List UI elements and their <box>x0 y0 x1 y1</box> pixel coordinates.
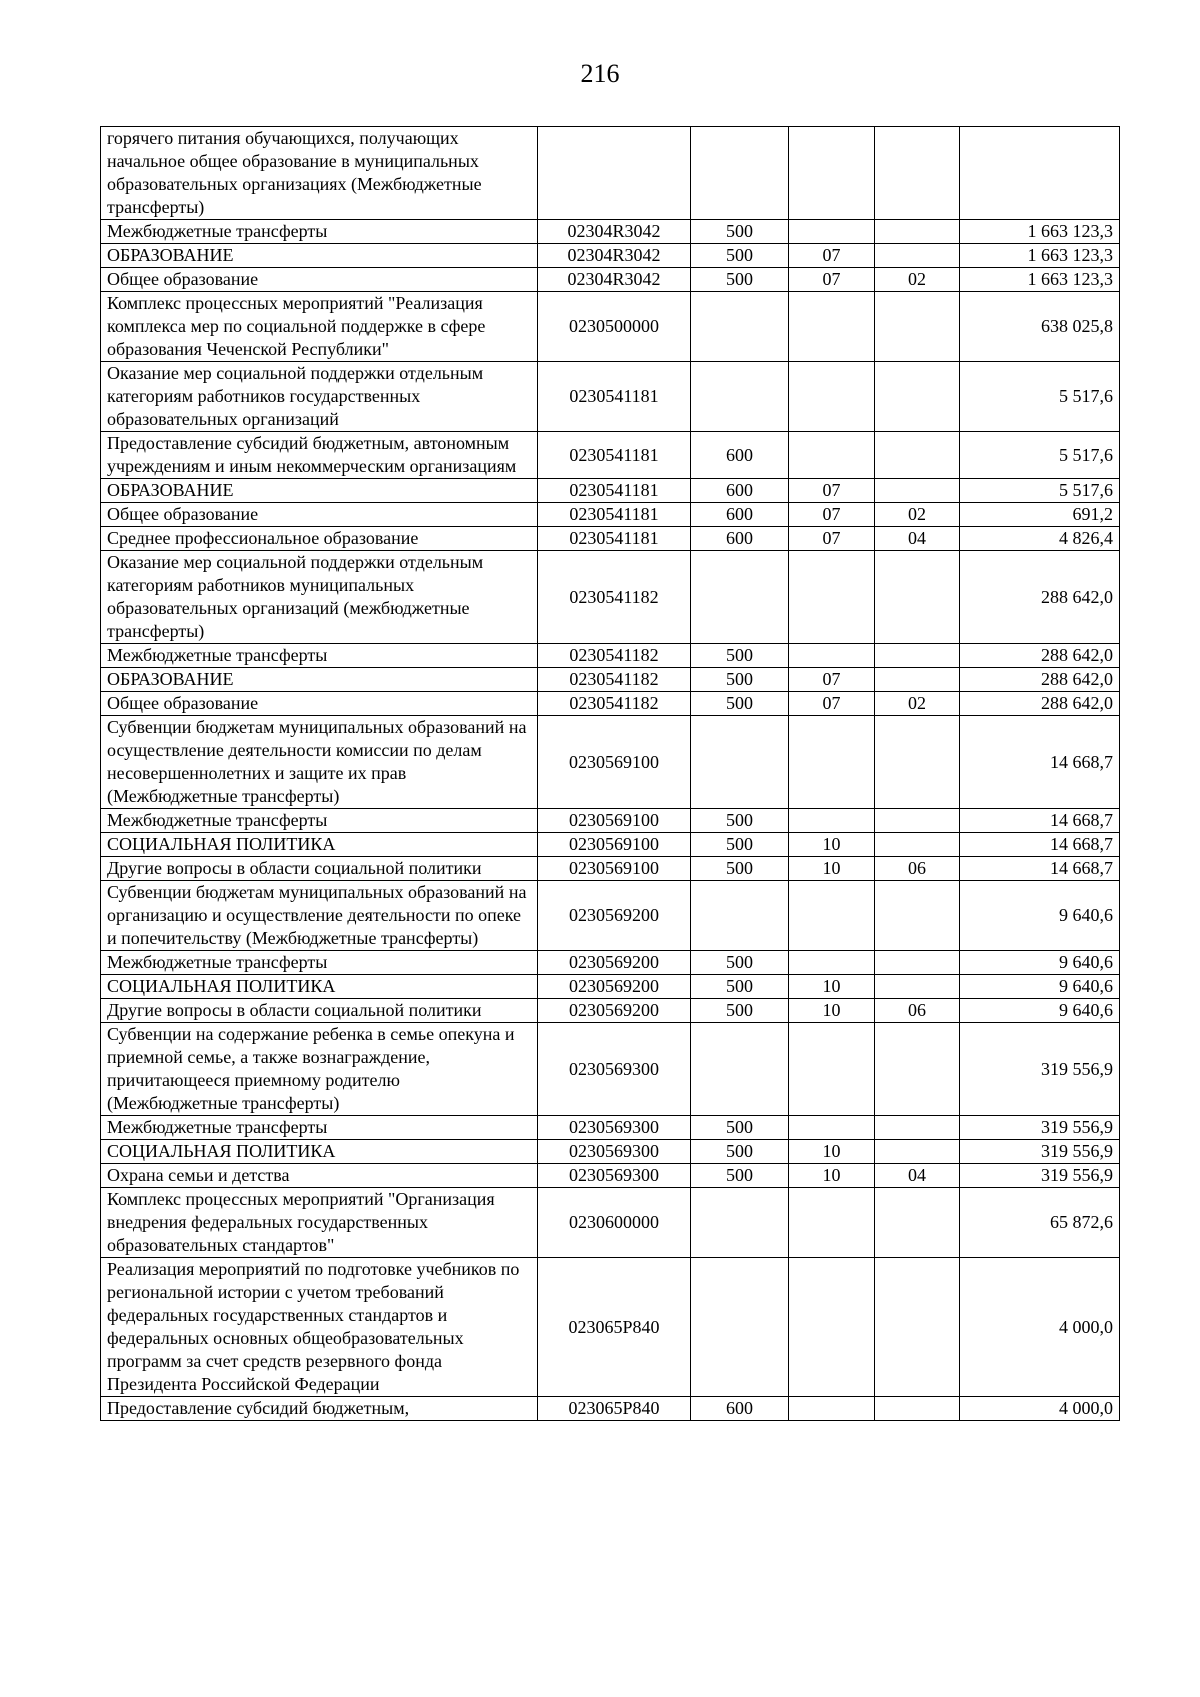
amount-cell: 288 642,0 <box>960 644 1120 668</box>
subsection-cell <box>875 1023 960 1116</box>
expense-type-cell: 500 <box>691 268 789 292</box>
target-article-cell: 0230569200 <box>538 999 691 1023</box>
amount-cell: 288 642,0 <box>960 692 1120 716</box>
expense-type-cell <box>691 292 789 362</box>
expense-type-cell: 500 <box>691 857 789 881</box>
subsection-cell: 02 <box>875 268 960 292</box>
subsection-cell: 02 <box>875 692 960 716</box>
row-name-cell: СОЦИАЛЬНАЯ ПОЛИТИКА <box>101 833 538 857</box>
expense-type-cell: 500 <box>691 975 789 999</box>
table-row <box>101 692 1120 716</box>
table-row <box>101 1188 1120 1258</box>
section-cell: 10 <box>789 1140 875 1164</box>
page-number: 216 <box>580 59 620 88</box>
amount-cell: 5 517,6 <box>960 479 1120 503</box>
table-row <box>101 881 1120 951</box>
subsection-cell <box>875 668 960 692</box>
subsection-cell: 04 <box>875 527 960 551</box>
section-cell: 07 <box>789 479 875 503</box>
table-row <box>101 999 1120 1023</box>
row-name-cell: Субвенции на содержание ребенка в семье опекуна и приемной семье, а также вознаграждение, причитающееся приемному родителю (Межбюджетные трансферты) <box>101 1023 538 1116</box>
subsection-cell <box>875 951 960 975</box>
expense-type-cell: 600 <box>691 527 789 551</box>
expense-type-cell <box>691 1023 789 1116</box>
row-name-cell: Охрана семьи и детства <box>101 1164 538 1188</box>
expense-type-cell <box>691 1188 789 1258</box>
row-name-cell: Оказание мер социальной поддержки отдельным категориям работников государственных образовательных организаций <box>101 362 538 432</box>
table-row <box>101 833 1120 857</box>
subsection-cell: 06 <box>875 999 960 1023</box>
subsection-cell: 04 <box>875 1164 960 1188</box>
subsection-cell <box>875 833 960 857</box>
expense-type-cell <box>691 362 789 432</box>
row-name-cell: Оказание мер социальной поддержки отдельным категориям работников муниципальных образовательных организаций (межбюджетные трансферты) <box>101 551 538 644</box>
amount-cell: 5 517,6 <box>960 362 1120 432</box>
row-name-cell: ОБРАЗОВАНИЕ <box>101 668 538 692</box>
table-row <box>101 268 1120 292</box>
subsection-cell <box>875 1258 960 1397</box>
expense-type-cell: 600 <box>691 1397 789 1421</box>
target-article-cell: 0230541181 <box>538 432 691 479</box>
subsection-cell <box>875 1397 960 1421</box>
amount-cell: 1 663 123,3 <box>960 220 1120 244</box>
subsection-cell <box>875 551 960 644</box>
target-article-cell <box>538 127 691 220</box>
row-name-cell: Межбюджетные трансферты <box>101 644 538 668</box>
table-row <box>101 244 1120 268</box>
target-article-cell: 0230541181 <box>538 479 691 503</box>
table-row <box>101 503 1120 527</box>
expense-type-cell <box>691 716 789 809</box>
target-article-cell: 0230569300 <box>538 1164 691 1188</box>
row-name-cell: ОБРАЗОВАНИЕ <box>101 479 538 503</box>
table-row <box>101 551 1120 644</box>
amount-cell: 691,2 <box>960 503 1120 527</box>
table-row <box>101 809 1120 833</box>
amount-cell <box>960 127 1120 220</box>
row-name-cell: Комплекс процессных мероприятий "Организация внедрения федеральных государственных образовательных стандартов" <box>101 1188 538 1258</box>
subsection-cell: 02 <box>875 503 960 527</box>
expense-type-cell <box>691 881 789 951</box>
subsection-cell <box>875 432 960 479</box>
expense-type-cell: 500 <box>691 220 789 244</box>
table-row <box>101 975 1120 999</box>
row-name-cell: Комплекс процессных мероприятий "Реализация комплекса мер по социальной поддержке в сфере образования Чеченской Республики" <box>101 292 538 362</box>
expense-type-cell: 500 <box>691 999 789 1023</box>
row-name-cell: Среднее профессиональное образование <box>101 527 538 551</box>
target-article-cell: 0230541181 <box>538 362 691 432</box>
target-article-cell: 0230541181 <box>538 527 691 551</box>
section-cell <box>789 951 875 975</box>
amount-cell: 288 642,0 <box>960 551 1120 644</box>
subsection-cell <box>875 244 960 268</box>
section-cell <box>789 362 875 432</box>
table-row <box>101 951 1120 975</box>
section-cell: 10 <box>789 975 875 999</box>
expense-type-cell <box>691 551 789 644</box>
table-row <box>101 857 1120 881</box>
section-cell <box>789 551 875 644</box>
target-article-cell: 023065Р840 <box>538 1397 691 1421</box>
subsection-cell <box>875 1116 960 1140</box>
expense-type-cell: 500 <box>691 668 789 692</box>
expense-type-cell <box>691 1258 789 1397</box>
table-row <box>101 220 1120 244</box>
expense-type-cell: 500 <box>691 951 789 975</box>
amount-cell: 9 640,6 <box>960 881 1120 951</box>
expense-type-cell: 500 <box>691 644 789 668</box>
table-row <box>101 479 1120 503</box>
table-row <box>101 432 1120 479</box>
expense-type-cell: 500 <box>691 692 789 716</box>
subsection-cell <box>875 362 960 432</box>
section-cell: 07 <box>789 503 875 527</box>
subsection-cell <box>875 809 960 833</box>
amount-cell: 288 642,0 <box>960 668 1120 692</box>
expense-type-cell: 600 <box>691 432 789 479</box>
target-article-cell: 0230569300 <box>538 1023 691 1116</box>
section-cell: 07 <box>789 668 875 692</box>
subsection-cell <box>875 220 960 244</box>
target-article-cell: 0230569200 <box>538 881 691 951</box>
amount-cell: 319 556,9 <box>960 1164 1120 1188</box>
section-cell: 10 <box>789 999 875 1023</box>
amount-cell: 4 000,0 <box>960 1258 1120 1397</box>
amount-cell: 319 556,9 <box>960 1116 1120 1140</box>
target-article-cell: 0230500000 <box>538 292 691 362</box>
expense-type-cell: 500 <box>691 1164 789 1188</box>
section-cell: 10 <box>789 1164 875 1188</box>
section-cell <box>789 1116 875 1140</box>
section-cell: 07 <box>789 268 875 292</box>
table-row <box>101 716 1120 809</box>
subsection-cell <box>875 644 960 668</box>
target-article-cell: 0230541182 <box>538 692 691 716</box>
section-cell <box>789 432 875 479</box>
amount-cell: 14 668,7 <box>960 716 1120 809</box>
target-article-cell: 02304R3042 <box>538 244 691 268</box>
target-article-cell: 0230541181 <box>538 503 691 527</box>
row-name-cell: горячего питания обучающихся, получающих начальное общее образование в муниципальных образовательных организациях (Межбюджетные трансферты) <box>101 127 538 220</box>
amount-cell: 14 668,7 <box>960 857 1120 881</box>
section-cell: 07 <box>789 692 875 716</box>
amount-cell: 9 640,6 <box>960 999 1120 1023</box>
target-article-cell: 0230569100 <box>538 833 691 857</box>
section-cell: 07 <box>789 527 875 551</box>
section-cell: 10 <box>789 833 875 857</box>
expense-type-cell: 500 <box>691 244 789 268</box>
table-row <box>101 1258 1120 1397</box>
target-article-cell: 0230600000 <box>538 1188 691 1258</box>
expense-type-cell <box>691 127 789 220</box>
amount-cell: 1 663 123,3 <box>960 268 1120 292</box>
amount-cell: 5 517,6 <box>960 432 1120 479</box>
table-row <box>101 292 1120 362</box>
table-row <box>101 362 1120 432</box>
row-name-cell: Общее образование <box>101 268 538 292</box>
amount-cell: 14 668,7 <box>960 833 1120 857</box>
section-cell <box>789 292 875 362</box>
subsection-cell <box>875 975 960 999</box>
subsection-cell: 06 <box>875 857 960 881</box>
budget-table-body <box>101 127 1120 1421</box>
section-cell <box>789 1023 875 1116</box>
table-row <box>101 1140 1120 1164</box>
table-row <box>101 1164 1120 1188</box>
amount-cell: 65 872,6 <box>960 1188 1120 1258</box>
subsection-cell <box>875 127 960 220</box>
subsection-cell <box>875 1188 960 1258</box>
section-cell <box>789 127 875 220</box>
target-article-cell: 0230541182 <box>538 644 691 668</box>
row-name-cell: Межбюджетные трансферты <box>101 951 538 975</box>
table-row <box>101 644 1120 668</box>
table-row <box>101 1023 1120 1116</box>
table-row <box>101 1116 1120 1140</box>
expense-type-cell: 500 <box>691 809 789 833</box>
row-name-cell: Межбюджетные трансферты <box>101 220 538 244</box>
expense-type-cell: 600 <box>691 503 789 527</box>
subsection-cell <box>875 716 960 809</box>
row-name-cell: Общее образование <box>101 692 538 716</box>
section-cell <box>789 1258 875 1397</box>
expense-type-cell: 500 <box>691 1140 789 1164</box>
expense-type-cell: 600 <box>691 479 789 503</box>
row-name-cell: СОЦИАЛЬНАЯ ПОЛИТИКА <box>101 975 538 999</box>
row-name-cell: Другие вопросы в области социальной политики <box>101 857 538 881</box>
row-name-cell: Межбюджетные трансферты <box>101 809 538 833</box>
expense-type-cell: 500 <box>691 833 789 857</box>
row-name-cell: Субвенции бюджетам муниципальных образований на осуществление деятельности комиссии по делам несовершеннолетних и защите их прав (Межбюджетные трансферты) <box>101 716 538 809</box>
amount-cell: 319 556,9 <box>960 1023 1120 1116</box>
amount-cell: 1 663 123,3 <box>960 244 1120 268</box>
section-cell <box>789 716 875 809</box>
row-name-cell: ОБРАЗОВАНИЕ <box>101 244 538 268</box>
amount-cell: 319 556,9 <box>960 1140 1120 1164</box>
section-cell <box>789 809 875 833</box>
target-article-cell: 0230569100 <box>538 857 691 881</box>
table-row <box>101 127 1120 220</box>
section-cell <box>789 881 875 951</box>
row-name-cell: Предоставление субсидий бюджетным, автономным учреждениям и иным некоммерческим организациям <box>101 432 538 479</box>
target-article-cell: 0230569300 <box>538 1140 691 1164</box>
budget-table <box>100 126 1120 1421</box>
row-name-cell: Другие вопросы в области социальной политики <box>101 999 538 1023</box>
table-row <box>101 527 1120 551</box>
target-article-cell: 0230541182 <box>538 668 691 692</box>
section-cell <box>789 1397 875 1421</box>
section-cell <box>789 1188 875 1258</box>
amount-cell: 9 640,6 <box>960 975 1120 999</box>
table-row <box>101 668 1120 692</box>
amount-cell: 4 000,0 <box>960 1397 1120 1421</box>
row-name-cell: Межбюджетные трансферты <box>101 1116 538 1140</box>
target-article-cell: 0230569200 <box>538 975 691 999</box>
section-cell: 10 <box>789 857 875 881</box>
amount-cell: 14 668,7 <box>960 809 1120 833</box>
row-name-cell: Предоставление субсидий бюджетным, <box>101 1397 538 1421</box>
target-article-cell: 023065Р840 <box>538 1258 691 1397</box>
section-cell <box>789 644 875 668</box>
subsection-cell <box>875 479 960 503</box>
target-article-cell: 02304R3042 <box>538 268 691 292</box>
section-cell <box>789 220 875 244</box>
target-article-cell: 02304R3042 <box>538 220 691 244</box>
row-name-cell: Реализация мероприятий по подготовке учебников по региональной истории с учетом требований федеральных государственных стандартов и федеральных основных общеобразовательных программ за счет средств резервного фонда Президента Российской Федерации <box>101 1258 538 1397</box>
amount-cell: 638 025,8 <box>960 292 1120 362</box>
amount-cell: 4 826,4 <box>960 527 1120 551</box>
row-name-cell: Общее образование <box>101 503 538 527</box>
row-name-cell: СОЦИАЛЬНАЯ ПОЛИТИКА <box>101 1140 538 1164</box>
target-article-cell: 0230541182 <box>538 551 691 644</box>
table-row <box>101 1397 1120 1421</box>
amount-cell: 9 640,6 <box>960 951 1120 975</box>
target-article-cell: 0230569100 <box>538 716 691 809</box>
target-article-cell: 0230569100 <box>538 809 691 833</box>
row-name-cell: Субвенции бюджетам муниципальных образований на организацию и осуществление деятельности по опеке и попечительству (Межбюджетные трансферты) <box>101 881 538 951</box>
subsection-cell <box>875 881 960 951</box>
subsection-cell <box>875 292 960 362</box>
target-article-cell: 0230569300 <box>538 1116 691 1140</box>
expense-type-cell: 500 <box>691 1116 789 1140</box>
target-article-cell: 0230569200 <box>538 951 691 975</box>
subsection-cell <box>875 1140 960 1164</box>
section-cell: 07 <box>789 244 875 268</box>
